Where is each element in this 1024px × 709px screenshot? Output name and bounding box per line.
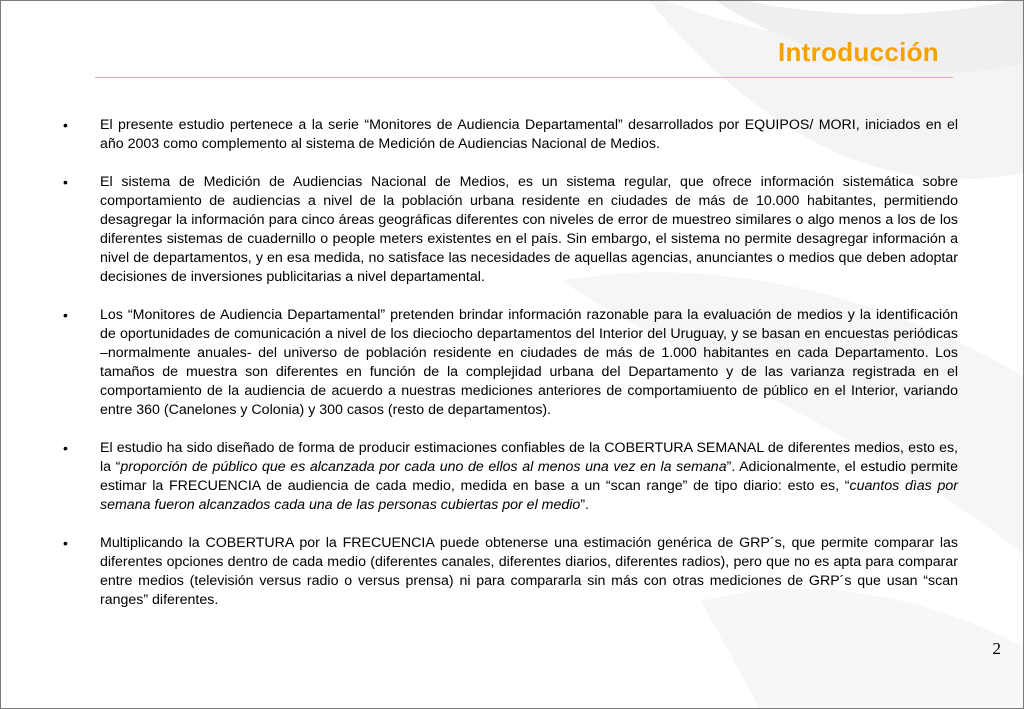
bullet-marker: •	[63, 535, 68, 551]
title-divider	[95, 77, 953, 78]
bullet-item	[63, 534, 958, 610]
bullet-text-part: El sistema de Medición de Audiencias Nacional de Medios, es un sistema regular, que ofrece información sistemática sobre comportamiento de audiencias a nivel de la población urbana residente en ciudades de más de 10.000 habitantes, permitiendo desagregar la información para cinco áreas geográficas diferentes con niveles de error de muestreo similares o algo menos a los de los diferentes sistemas de cuadernillo o people meters existentes en el país. Sin embargo, el sistema no permite desagregar información a nivel de departamentos, y en esa medida, no satisface las necesidades de aquellas agencias, anunciantes o medios que deben adoptar decisiones de inversiones publicitarias a nivel departamental.	[100, 174, 958, 285]
bullet-item	[63, 116, 958, 154]
bullet-text-italic: cuantos dìas por semana fueron alcanzados cada una de las personas cubiertas por el medio	[100, 478, 958, 513]
bullet-item	[63, 173, 958, 287]
bullet-text	[100, 534, 958, 610]
page-number: 2	[992, 639, 1001, 658]
bullet-list	[63, 116, 958, 629]
bullet-text	[100, 116, 958, 154]
bullet-marker: •	[63, 117, 68, 133]
bullet-item	[63, 306, 958, 420]
bullet-text-part: El presente estudio pertenece a la serie “Monitores de Audiencia Departamental” desarrollados por EQUIPOS/ MORI, iniciados en el año 2003 como complemento al sistema de Medición de Audiencias Nacional de Medios.	[100, 117, 958, 152]
slide-title: Introducción	[777, 37, 939, 67]
bullet-marker: •	[63, 307, 68, 323]
bullet-text-part: ”.	[580, 497, 589, 513]
bullet-text-part: Los “Monitores de Audiencia Departamental” pretenden brindar información razonable para la evaluación de medios y la identificación de oportunidades de comunicación a nivel de los dieciocho departamentos del Interior del Uruguay, y se basan en encuestas periódicas –normalmente anuales- del universo de población residente en ciudades de más de 1.000 habitantes en cada Departamento. Los tamaños de muestra son diferentes en función de la complejidad urbana del Departamento y de las varianza registrada en el comportamiento de la audiencia de acuerdo a nuestras mediciones anteriores de comportamiuento de público en el Interior, variando entre 360 (Canelones y Colonia) y 300 casos (resto de departamentos).	[100, 307, 958, 418]
bullet-marker: •	[63, 440, 68, 456]
bullet-text	[100, 306, 958, 420]
bullet-text	[100, 173, 958, 287]
bullet-text	[100, 439, 958, 515]
bullet-item	[63, 439, 958, 515]
bullet-text-italic: proporción de público que es alcanzada por cada uno de ellos al menos una vez en la semana	[120, 459, 727, 475]
bullet-text-part: Multiplicando la COBERTURA por la FRECUENCIA puede obtenerse una estimación genérica de GRP´s, que permite comparar las diferentes opciones dentro de cada medio (diferentes canales, diferentes diarios, diferentes radios), pero que no es apta para comparar entre medios (televisión versus radio o versus prensa) ni para compararla sin más con otras mediciones de GRP´s que usan “scan ranges” diferentes.	[100, 535, 958, 608]
bullet-marker: •	[63, 174, 68, 190]
bullet-text-part: ”. Adicionalmente, el estudio permite estimar la FRECUENCIA de audiencia de cada medio, medida en base a un “scan range” de tipo diario: esto es, “	[100, 459, 958, 494]
bullet-text-part: El estudio ha sido diseñado de forma de producir estimaciones confiables de la COBERTURA SEMANAL de diferentes medios, esto es, la “	[100, 440, 958, 475]
